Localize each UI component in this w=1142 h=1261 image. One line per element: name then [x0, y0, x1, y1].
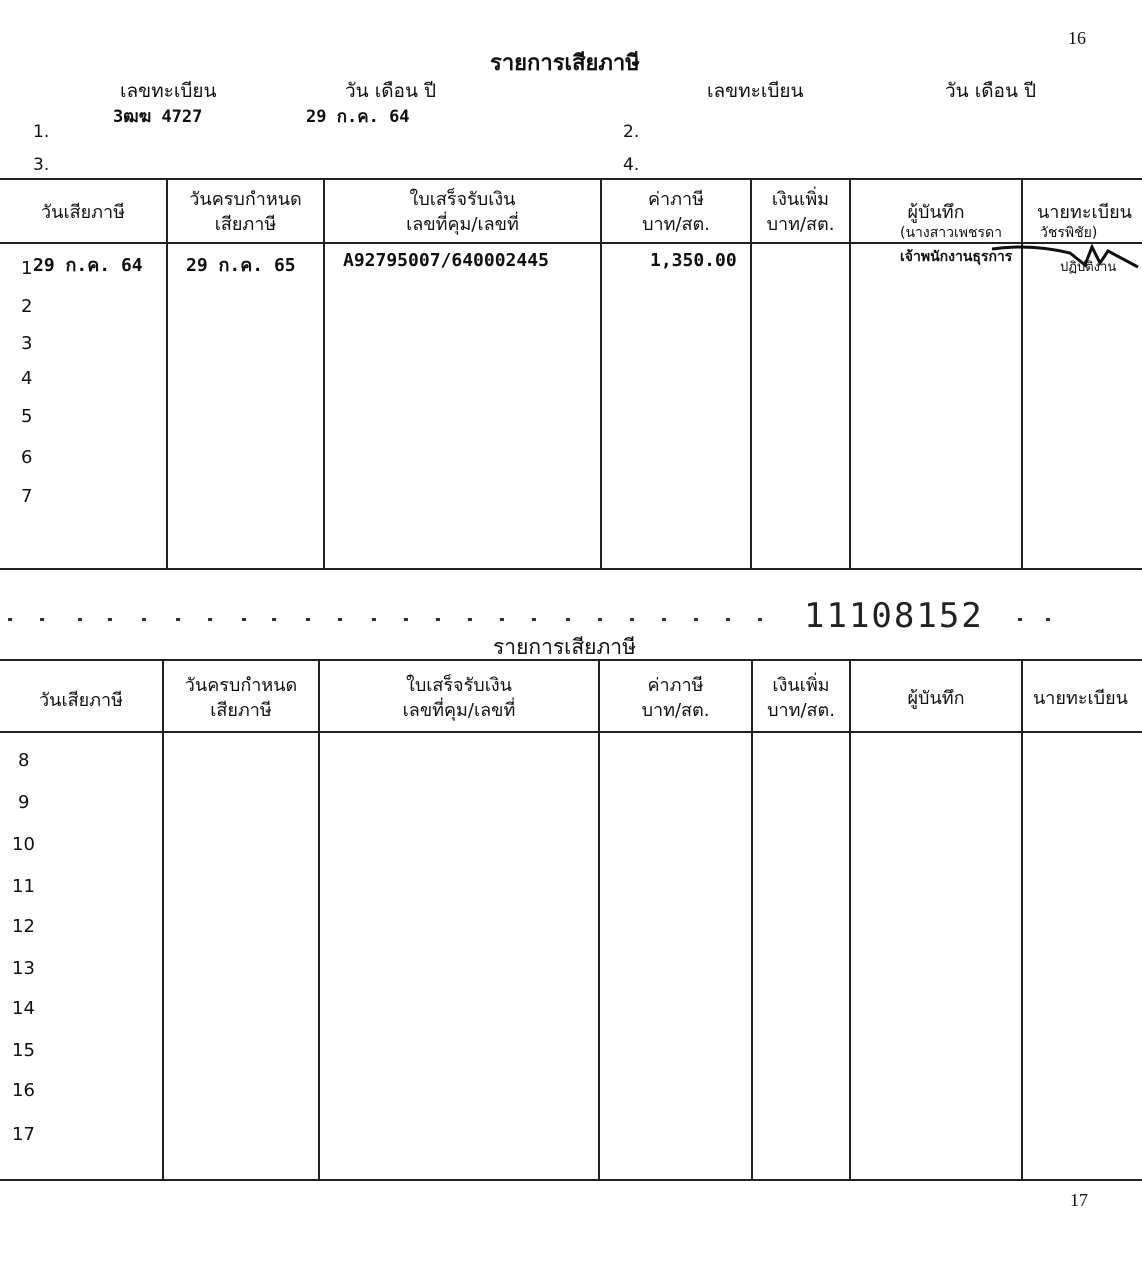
row1-receipt: A92795007/640002445: [343, 250, 549, 271]
registration-label-right: เลขทะเบียน: [707, 80, 804, 102]
header-receipt: ใบเสร็จรับเงิน เลขที่คุม/เลขที่: [406, 189, 519, 235]
row-number: 1: [21, 258, 33, 279]
header2-receipt: ใบเสร็จรับเงิน เลขที่คุม/เลขที่: [402, 675, 516, 721]
row-number: 8: [18, 750, 30, 771]
header2-due-date: วันครบกำหนด เสียภาษี: [184, 675, 298, 721]
signature-mark: [990, 235, 1140, 275]
bottom-section-title: รายการเสียภาษี: [493, 635, 636, 659]
slot-2: 2.: [623, 122, 640, 142]
row-number: 4: [21, 368, 33, 389]
row-number: 17: [12, 1124, 35, 1145]
slot-3: 3.: [33, 155, 50, 175]
row-number: 16: [12, 1080, 35, 1101]
row1-tax-date: 29 ก.ค. 64: [33, 255, 143, 276]
header-tax-date: วันเสียภาษี: [41, 202, 125, 223]
row-number: 3: [21, 333, 33, 354]
row-number: 6: [21, 447, 33, 468]
row1-registrar-position: ปฏิบัติงาน: [1060, 260, 1117, 275]
header2-extra-amount: เงินเพิ่ม บาท/สต.: [767, 675, 835, 721]
header2-tax-amount: ค่าภาษี บาท/สต.: [641, 675, 710, 721]
divider-stamp: 11108152: [804, 596, 984, 630]
entry-registration: 3ฒฆ 4727: [113, 107, 203, 127]
header-due-date: วันครบกำหนด เสียภาษี: [189, 189, 302, 235]
slot-4: 4.: [623, 155, 640, 175]
row-number: 9: [18, 792, 30, 813]
header-tax-amount: ค่าภาษี บาท/สต.: [642, 189, 710, 235]
header2-tax-date: วันเสียภาษี: [39, 690, 123, 711]
row-number: 10: [12, 834, 35, 855]
row-number: 5: [21, 406, 33, 427]
row1-registrar-name: วัชรพิชัย): [1040, 225, 1098, 241]
row1-recorder-name: (นางสาวเพชรดา: [900, 225, 1002, 241]
row-number: 14: [12, 998, 35, 1019]
row-number: 12: [12, 916, 35, 937]
header2-recorder: ผู้บันทึก: [907, 688, 965, 709]
row-number: 11: [12, 876, 35, 897]
registration-label-left: เลขทะเบียน: [120, 80, 217, 102]
header2-registrar: นายทะเบียน: [1033, 688, 1128, 709]
row-number: 7: [21, 486, 33, 507]
row-number: 13: [12, 958, 35, 979]
top-section-title: รายการเสียภาษี: [490, 51, 640, 76]
page-number-bottom: 17: [1070, 1190, 1088, 1210]
slot-1: 1.: [33, 122, 50, 142]
header-registrar: นายทะเบียน: [1037, 202, 1132, 223]
date-label-left: วัน เดือน ปี: [345, 80, 437, 102]
row1-due-date: 29 ก.ค. 65: [186, 255, 296, 276]
date-label-right: วัน เดือน ปี: [945, 80, 1037, 102]
header-extra-amount: เงินเพิ่ม บาท/สต.: [766, 189, 835, 235]
header-recorder: ผู้บันทึก: [907, 202, 965, 223]
page-number-top: 16: [1068, 28, 1086, 48]
row1-recorder-position: เจ้าพนักงานธุรการ: [900, 249, 1013, 265]
row-number: 15: [12, 1040, 35, 1061]
row1-tax-amount: 1,350.00: [650, 250, 737, 271]
entry-date: 29 ก.ค. 64: [306, 107, 410, 127]
row-number: 2: [21, 296, 33, 317]
